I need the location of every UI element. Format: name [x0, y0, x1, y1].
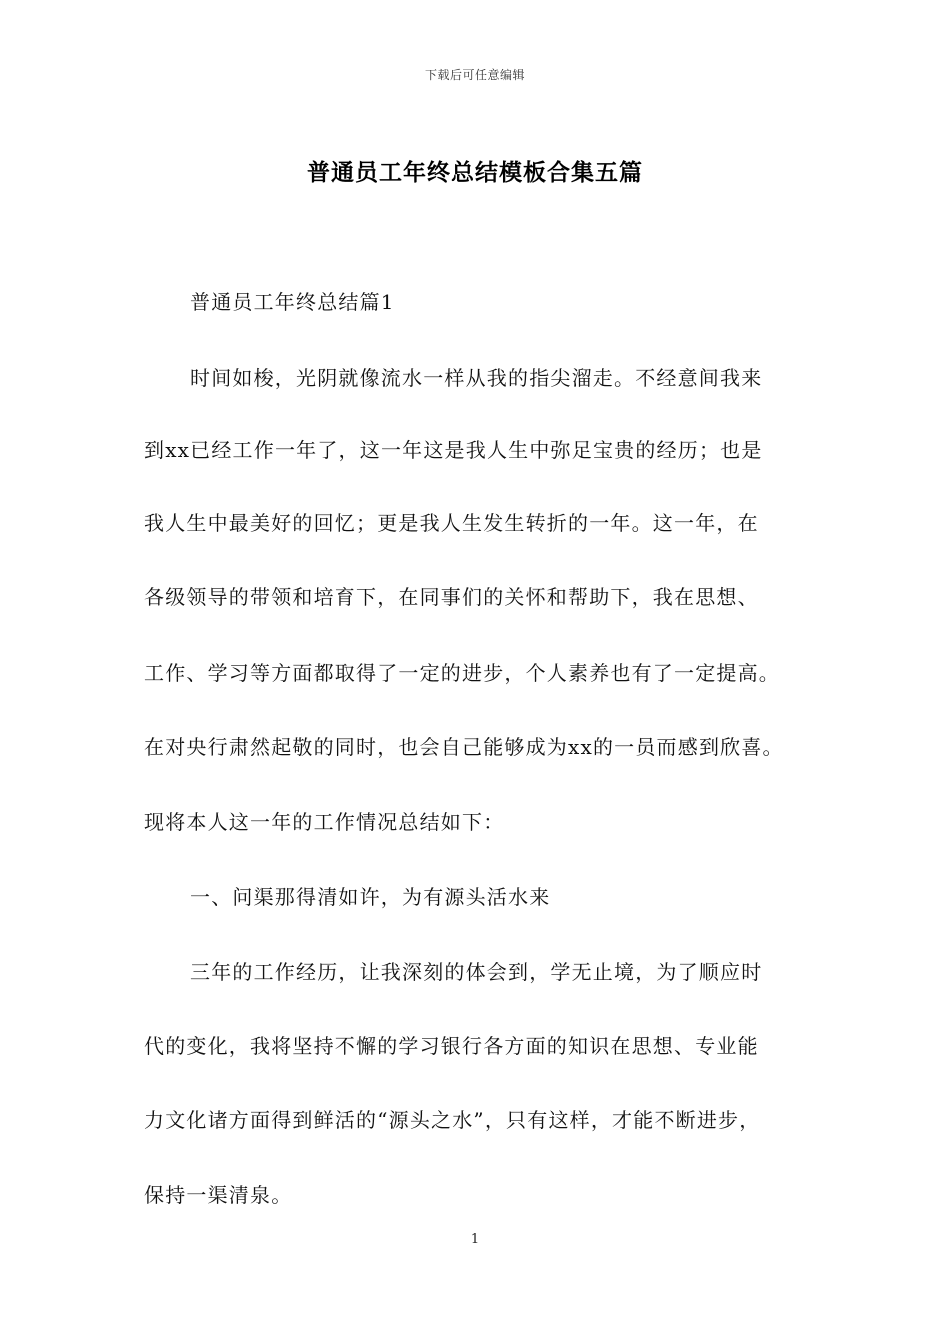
paragraph-line: 工作、学习等方面都取得了一定的进步，个人素养也有了一定提高。 [144, 661, 780, 685]
paragraph-line: 到xx已经工作一年了，这一年这是我人生中弥足宝贵的经历；也是 [144, 438, 763, 462]
paragraph-line: 各级领导的带领和培育下，在同事们的关怀和帮助下，我在思想、 [144, 585, 759, 609]
paragraph-line: 力文化诸方面得到鲜活的“源头之水”，只有这样，才能不断进步， [144, 1108, 761, 1132]
paragraph-line: 代的变化，我将坚持不懈的学习银行各方面的知识在思想、专业能 [144, 1034, 759, 1058]
page-number: 1 [470, 1232, 480, 1247]
paragraph-line: 保持一渠清泉。 [144, 1183, 293, 1207]
document-title: 普通员工年终总结模板合集五篇 [307, 159, 643, 186]
paragraph-line: 现将本人这一年的工作情况总结如下： [144, 810, 505, 834]
paragraph-line: 我人生中最美好的回忆；更是我人生发生转折的一年。这一年，在 [144, 511, 759, 535]
header-note: 下载后可任意编辑 [424, 68, 525, 82]
paragraph-line: 时间如梭，光阴就像流水一样从我的指尖溜走。不经意间我来 [190, 366, 763, 390]
paragraph-line: 在对央行肃然起敬的同时，也会自己能够成为xx的一员而感到欣喜。 [144, 735, 784, 759]
subheading: 一、问渠那得清如许，为有源头活水来 [190, 885, 551, 909]
paragraph-line: 三年的工作经历，让我深刻的体会到，学无止境，为了顺应时 [190, 960, 763, 984]
section-heading: 普通员工年终总结篇1 [190, 290, 395, 314]
